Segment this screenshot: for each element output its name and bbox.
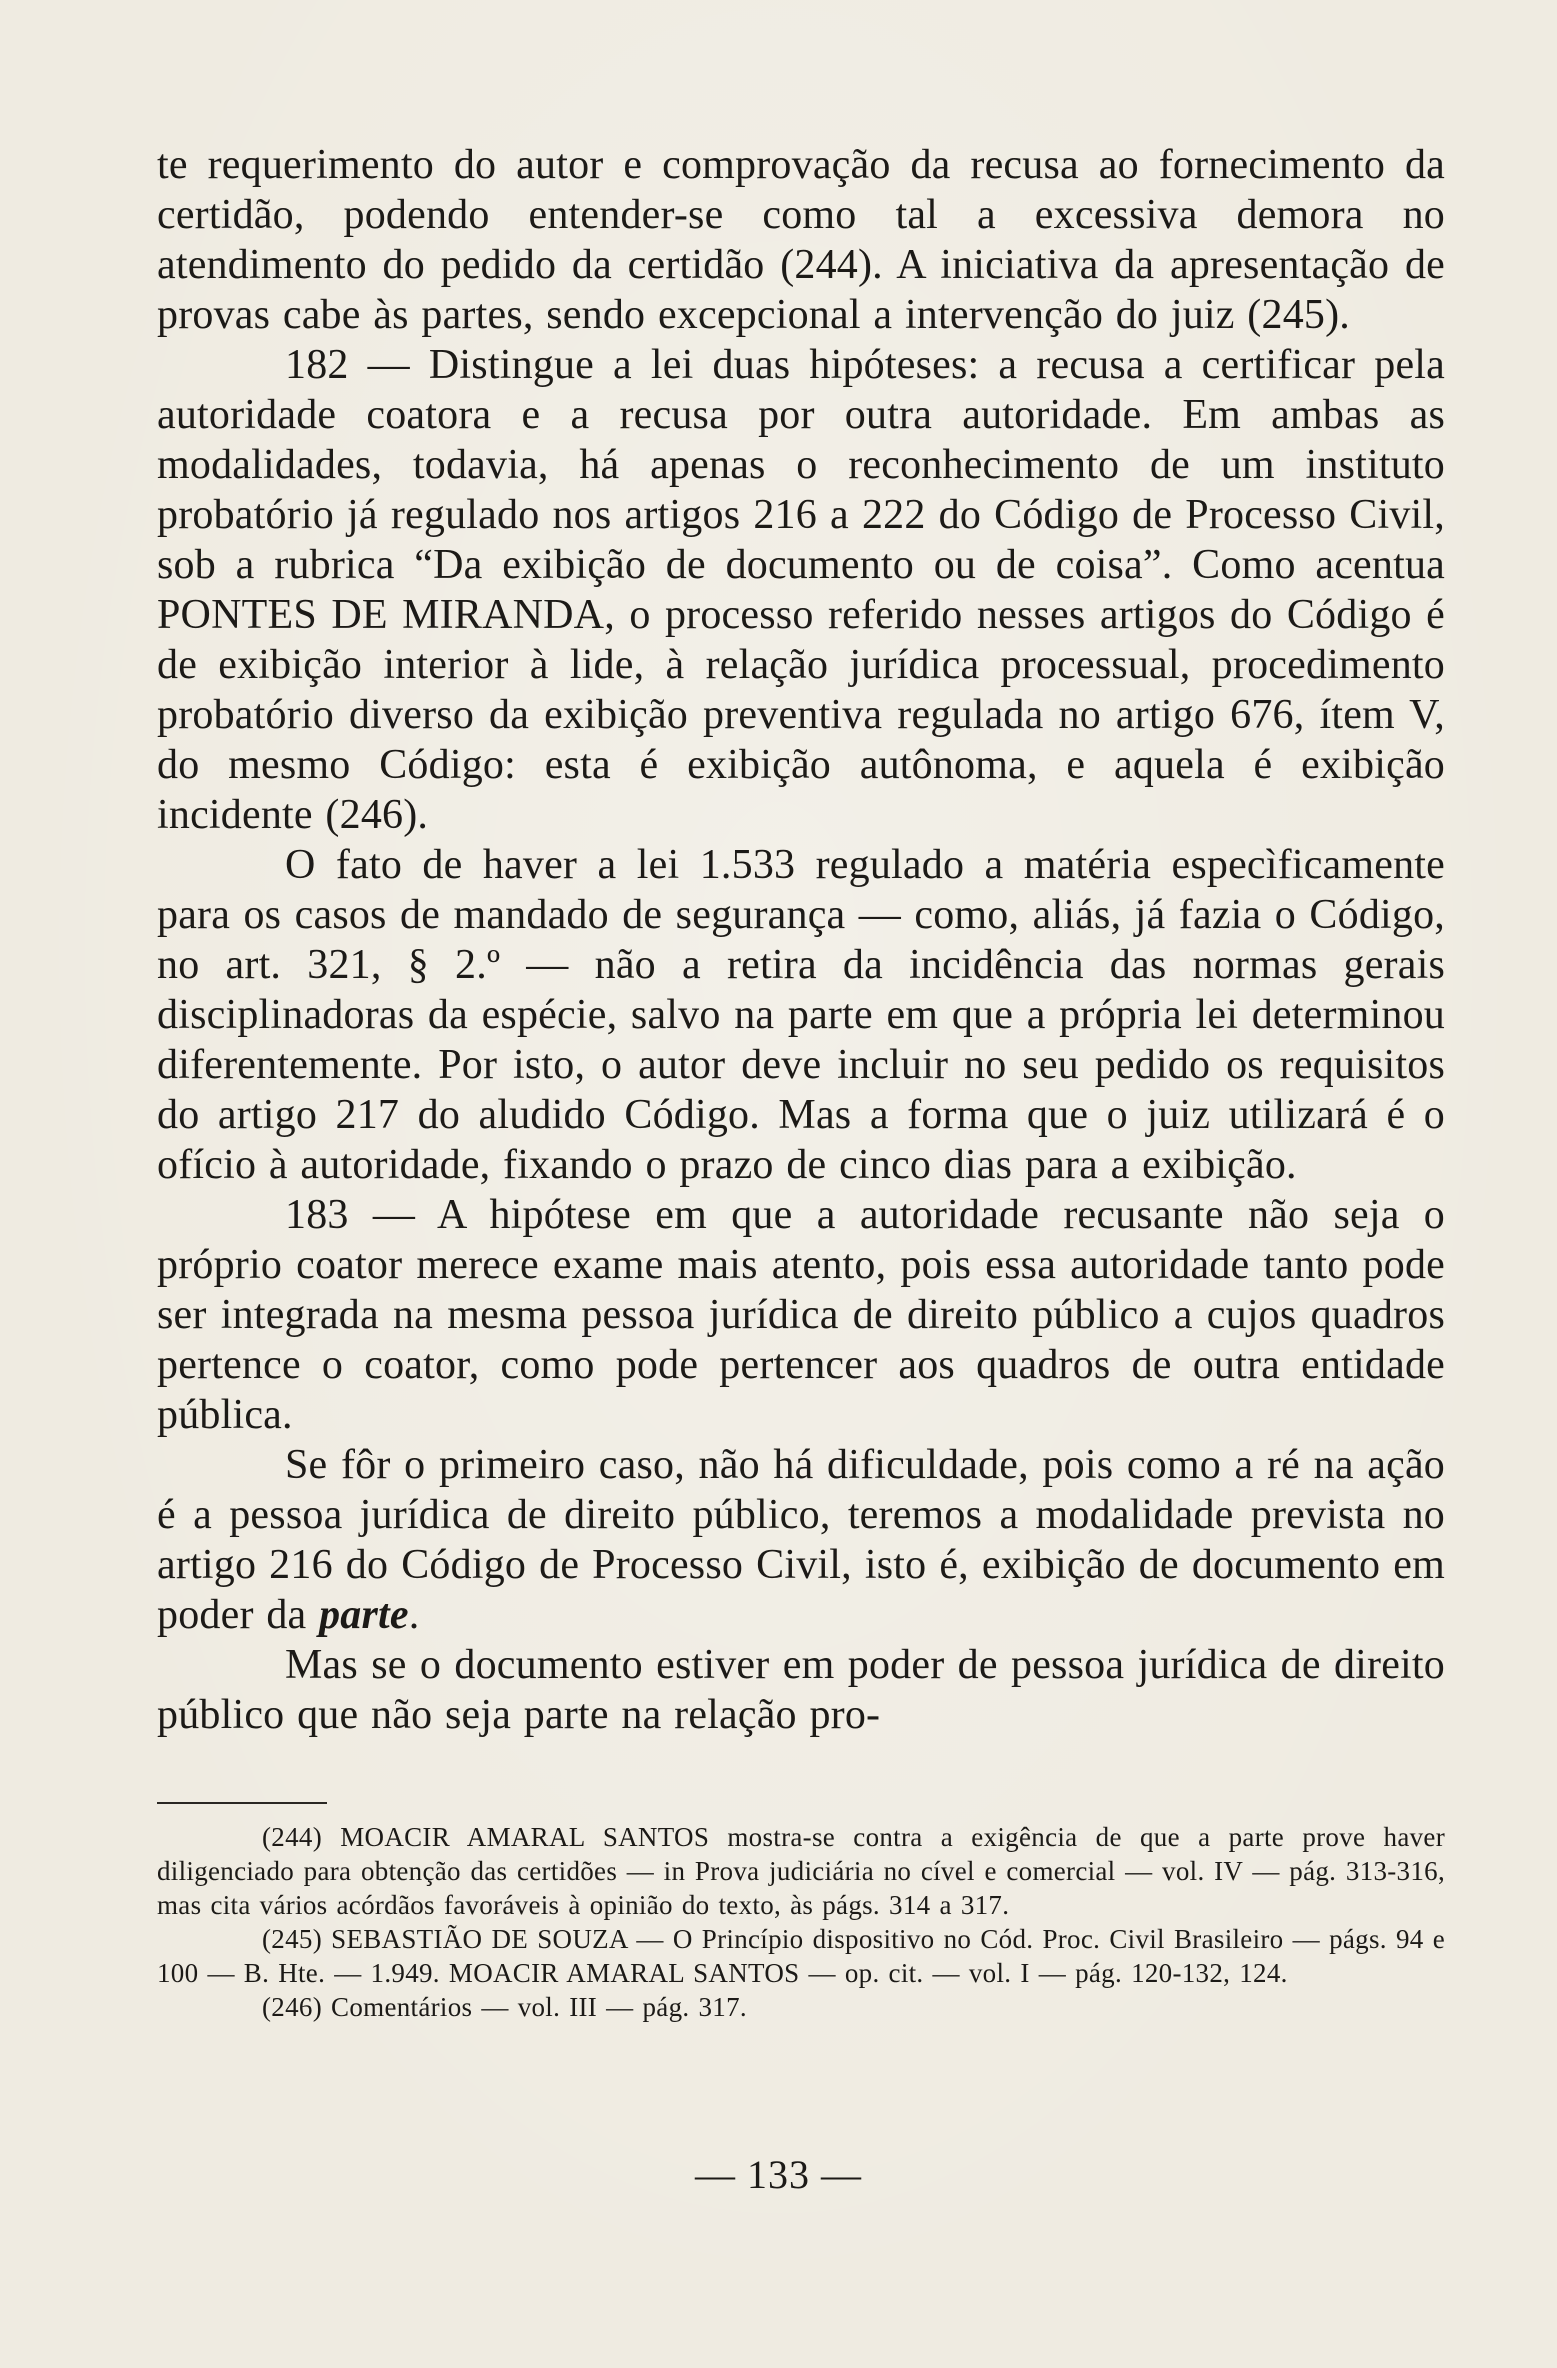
paragraph-continuation: te requerimento do autor e comprovação da recusa ao fornecimento da certidão, podendo entender-se como tal a excessiva demora no atendimento do pedido da certidão (244). A iniciativa da apresentação de provas cabe às partes, sendo excepcional a intervenção do juiz (245). <box>157 142 1445 338</box>
footnote-246: (246) Comentários — vol. III — pág. 317. <box>262 1992 747 2022</box>
paragraph-lei-1533: O fato de haver a lei 1.533 regulado a matéria especìficamente para os casos de mandado de segurança — como, aliás, já fazia o Código, no art. 321, § 2.º — não a retira da incidência das normas gerais disciplinadoras da espécie, salvo na parte em que a própria lei determinou diferentemente. Por isto, o autor deve incluir no seu pedido os requisitos do artigo 217 do aludido Código. Mas a forma que o juiz utilizará é o ofício à autoridade, fixando o prazo de cinco dias para a exibição. <box>157 842 1445 1188</box>
footnote-divider <box>157 1802 327 1804</box>
page-number: — 133 — <box>695 2152 862 2197</box>
footnote-245: (245) SEBASTIÃO DE SOUZA — O Princípio dispositivo no Cód. Proc. Civil Brasileiro — págs. 94 e 100 — B. Hte. — 1.949. MOACIR AMARAL SANTOS — op. cit. — vol. I — pág. 120-132, 124. <box>157 1924 1445 1988</box>
paragraph-182: 182 — Distingue a lei duas hipóteses: a recusa a certificar pela autoridade coatora e a recusa por outra autoridade. Em ambas as modalidades, todavia, há apenas o reconhecimento de um instituto probatório já regulado nos artigos 216 a 222 do Código de Processo Civil, sob a rubrica “Da exibição de documento ou de coisa”. Como acentua PONTES DE MIRANDA, o processo referido nesses artigos do Código é de exibição interior à lide, à relação jurídica processual, procedimento probatório diverso da exibição preventiva regulada no artigo 676, ítem V, do mesmo Código: esta é exibição autônoma, e aquela é exibição incidente (246). <box>157 342 1445 838</box>
italic-word-parte: parte <box>319 1592 409 1638</box>
paragraph-primeiro-caso <box>157 1440 1445 1640</box>
body-text <box>157 140 1445 1740</box>
paragraph-183: 183 — A hipótese em que a autoridade recusante não seja o próprio coator merece exame mais atento, pois essa autoridade tanto pode ser integrada na mesma pessoa jurídica de direito público a cujos quadros pertence o coator, como pode pertencer aos quadros de outra entidade pública. <box>157 1192 1445 1438</box>
paragraph-documento: Mas se o documento estiver em poder de pessoa jurídica de direito público que não seja parte na relação pro- <box>157 1642 1445 1738</box>
footnote-244: (244) MOACIR AMARAL SANTOS mostra-se contra a exigência de que a parte prove haver diligenciado para obtenção das certidões — in Prova judiciária no cível e comercial — vol. IV — pág. 313-316, mas cita vários acórdãos favoráveis à opinião do texto, às págs. 314 a 317. <box>157 1822 1445 1920</box>
footnotes <box>157 1820 1445 2024</box>
italic-word-suffix: . <box>408 1592 420 1638</box>
paragraph-primeiro-caso-text: Se fôr o primeiro caso, não há dificuldade, pois como a ré na ação é a pessoa jurídica de direito público, teremos a modalidade prevista no artigo 216 do Código de Processo Civil, isto é, exibição de documento em poder da <box>157 1442 1445 1638</box>
